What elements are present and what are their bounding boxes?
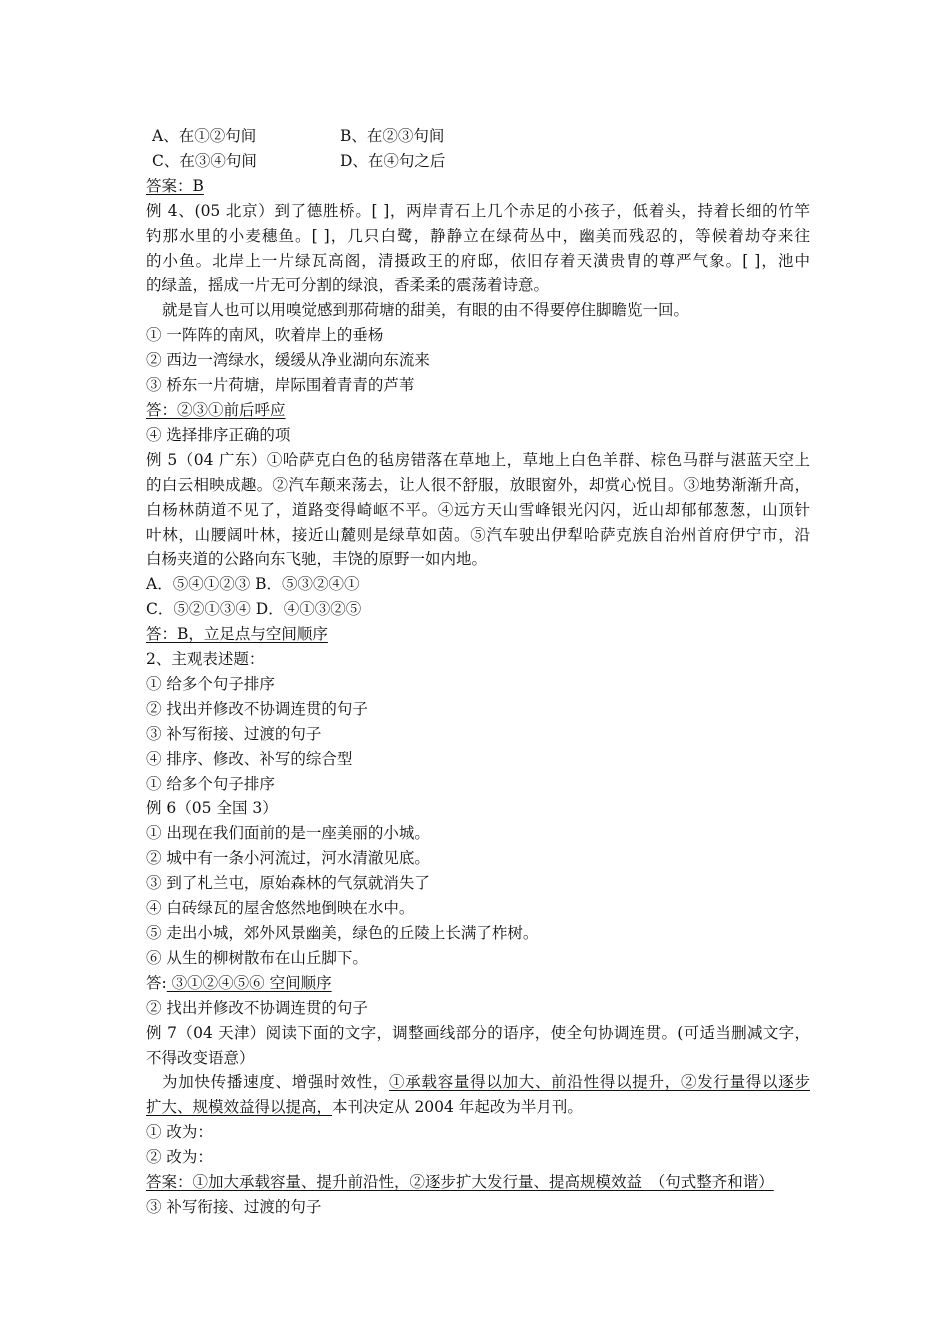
option-b: B、在②③句间 [340, 127, 445, 145]
ex7-paragraph-line [146, 1070, 810, 1095]
ex5-option: A．⑤④①②③ B．⑤③②④① [146, 575, 360, 594]
ex6-item: ② 城中有一条小河流过，河水清澈见底。 [146, 849, 430, 868]
ex5-answer: 答：B，立足点与空间顺序 [146, 625, 328, 644]
ex5-line: 的白云相映成趣。②汽车颠来荡去，让人很不舒服，放眼窗外，却赏心悦目。③地势渐渐升高， [146, 475, 810, 494]
ex7-underlined-text: 扩大、规模效益得以提高， [146, 1098, 333, 1117]
ex5-line: 白杨林荫道不见了，道路变得崎岖不平。④远方天山雪峰银光闪闪，近山却郁郁葱葱，山顶针 [146, 500, 810, 519]
ex5-line: 叶林，山腰阔叶林，接近山麓则是绿草如茵。⑤汽车驶出伊犁哈萨克族自治州首府伊宁市，沿 [146, 525, 810, 544]
ex4-item: ① 一阵阵的南风，吹着岸上的垂杨 [146, 326, 384, 345]
section-heading: ③ 补写衔接、过渡的句子 [146, 1197, 322, 1216]
ex4-item: ③ 桥东一片荷塘，岸际围着青青的芦苇 [146, 376, 415, 395]
ex7-para-start: 为加快传播速度、增强时效性， [162, 1073, 390, 1092]
ex6-title: 例 6（05 全国 3） [146, 799, 278, 818]
ex7-answer: 答案：①加大承载容量、提升前沿性，②逐步扩大发行量、提高规模效益 （句式整齐和谐） [146, 1173, 774, 1192]
ex7-underlined-text: ①承载容量得以加大、前沿性得以提升，②发行量得以逐步 [389, 1073, 810, 1092]
ex4-line: 的绿盖，摇成一片无可分割的绿浪，香柔柔的震荡着诗意。 [146, 276, 550, 295]
ex4-item: ② 西边一湾绿水，缓缓从净业湖向东流来 [146, 351, 430, 370]
subjective-title: 2、主观表述题： [146, 650, 265, 669]
ex6-answer [146, 971, 810, 996]
subjective-type: ② 找出并修改不协调连贯的句子 [146, 699, 368, 718]
ex7-line: 不得改变语意） [146, 1048, 255, 1067]
ex5-line: 例 5（04 广东）①哈萨克白色的毡房错落在草地上，草地上白色羊群、棕色马群与湛蓝天空上 [146, 450, 810, 469]
option-a: A、在①②句间 [152, 127, 257, 145]
ex3-answer: 答案：B [146, 176, 204, 195]
option-d: D、在④句之后 [340, 151, 446, 170]
ex7-line: 例 7（04 天津）阅读下面的文字，调整画线部分的语序，使全句协调连贯。(可适当删减文字， [146, 1023, 810, 1042]
ex6-item: ⑤ 走出小城，郊外风景幽美，绿色的丘陵上长满了柞树。 [146, 924, 539, 942]
document-page [146, 124, 810, 1220]
section-heading: ② 找出并修改不协调连贯的句子 [146, 998, 368, 1017]
ex4-line: 例 4、(05 北京）到了德胜桥。[ ]，两岸青石上几个赤足的小孩子，低着头，持着长细的竹竿 [146, 201, 810, 220]
ex7-para-end: 本刊决定从 2004 年起改为半月刊。 [332, 1098, 583, 1117]
ex7-paragraph-line [146, 1095, 810, 1120]
ex3-options-row-2 [146, 149, 810, 174]
ex6-item: ④ 白砖绿瓦的屋舍悠然地倒映在水中。 [146, 899, 415, 918]
ex4-line: 的小鱼。北岸上一片绿瓦高阁，清摄政王的府邸，依旧存着天潢贵胄的尊严气象。[ ]，池中 [146, 251, 810, 270]
ex4-answer: 答：②③①前后呼应 [146, 400, 286, 419]
ex3-options-row-1 [146, 124, 810, 149]
section-heading: ④ 选择排序正确的项 [146, 425, 291, 444]
subjective-type: ③ 补写衔接、过渡的句子 [146, 724, 322, 743]
ex4-paragraph: 就是盲人也可以用嗅觉感到那荷塘的甜美，有眼的由不得要停住脚瞻览一回。 [162, 301, 690, 320]
subjective-type: ④ 排序、修改、补写的综合型 [146, 749, 353, 768]
ex7-blank: ① 改为： [146, 1123, 213, 1142]
ex6-answer-prefix: 答: [146, 973, 167, 992]
ex6-item: ⑥ 从生的柳树散布在山丘脚下。 [146, 948, 368, 967]
ex5-option: C．⑤②①③④ D．④①③②⑤ [146, 600, 362, 619]
ex7-blank: ② 改为： [146, 1148, 213, 1167]
ex6-answer-body: ③①②④⑤⑥ 空间顺序 [166, 973, 332, 992]
ex6-item: ① 出现在我们面前的是一座美丽的小城。 [146, 824, 430, 843]
ex4-line: 钓那水里的小麦穗鱼。[ ]，几只白鹭，静静立在绿荷丛中，幽美而残忍的，等候着劫夺来往 [146, 226, 810, 245]
ex5-line: 白杨夹道的公路向东飞驰，丰饶的原野一如内地。 [146, 550, 488, 569]
subjective-type: ① 给多个句子排序 [146, 674, 275, 693]
ex6-item: ③ 到了札兰屯，原始森林的气氛就消失了 [146, 874, 430, 893]
section-heading: ① 给多个句子排序 [146, 774, 275, 793]
option-c: C、在③④句间 [152, 151, 257, 170]
